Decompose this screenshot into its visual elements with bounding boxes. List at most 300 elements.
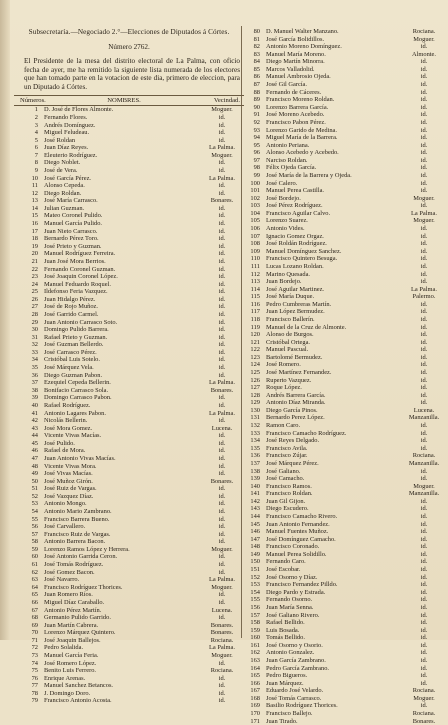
voter-residence: Bonares.: [210, 629, 234, 637]
voter-name: Félix Ojeda García.: [266, 164, 317, 172]
voter-name: José Mora Gomez.: [44, 424, 93, 432]
voter-name: Francisco Camacho Rodríguez.: [266, 429, 347, 437]
voter-residence: id.: [420, 338, 428, 346]
voter-name: Francisco Antonio Acosta.: [44, 697, 112, 705]
voter-name: Francisco Camacho Rivero.: [266, 513, 338, 520]
voter-number: 135: [250, 444, 260, 452]
voter-number: 17: [31, 227, 38, 235]
voter-name: José Muñoz Girón.: [44, 477, 93, 485]
voter-name: Diego García Pinos.: [266, 406, 318, 414]
voter-residence: La Palma.: [411, 285, 437, 293]
list-item: [242, 574, 444, 582]
voter-residence: id.: [420, 58, 428, 66]
voter-number: 51: [31, 485, 38, 493]
voter-number: 52: [31, 492, 38, 500]
voter-residence: id.: [420, 679, 428, 687]
list-item: [242, 392, 444, 400]
voter-residence: id.: [420, 535, 428, 543]
list-item: [242, 422, 444, 430]
voter-number: 122: [250, 346, 260, 354]
voter-name: Antonio Periana.: [266, 141, 310, 149]
list-item: [242, 248, 444, 256]
voter-residence: id.: [218, 159, 226, 167]
voter-number: 54: [31, 508, 38, 516]
voter-name: Lucas Lozano Roldan.: [266, 262, 324, 270]
voter-name: Roque López.: [266, 384, 302, 392]
voter-number: 139: [250, 475, 260, 483]
voter-residence: Moguer.: [211, 545, 233, 553]
list-item: [14, 243, 244, 251]
voter-number: 138: [250, 467, 260, 475]
list-item: [242, 490, 444, 498]
list-item: [242, 210, 444, 218]
voter-number: 69: [31, 621, 38, 629]
voter-residence: Moguer.: [413, 194, 435, 202]
voter-residence: id.: [218, 417, 226, 425]
list-item: [14, 485, 244, 493]
list-item: [242, 407, 444, 415]
voter-residence: id.: [218, 220, 226, 228]
voter-number: 4: [34, 129, 38, 137]
right-voter-list: [242, 28, 444, 725]
voter-number: 137: [250, 459, 260, 467]
voter-name: José Calero.: [266, 179, 298, 187]
voter-name: Juan Nieto Carrasco.: [44, 227, 98, 235]
voter-name: José María Carrasco.: [44, 197, 98, 205]
voter-residence: id.: [218, 204, 226, 212]
list-item: [14, 523, 244, 531]
voter-name: Ezequiel Cepeda Bellerin.: [44, 379, 111, 387]
voter-residence: id.: [420, 444, 428, 452]
voter-number: 164: [250, 664, 260, 672]
voter-name: Lorenzo Barrera García.: [266, 103, 329, 111]
voter-number: 168: [250, 694, 260, 702]
list-item: [14, 341, 244, 349]
voter-residence: id.: [420, 611, 428, 619]
voter-name: D. José de Flores Almonte.: [44, 106, 114, 114]
voter-name: José Osorno y Díaz.: [266, 573, 318, 581]
voter-residence: id.: [218, 250, 226, 258]
voter-residence: id.: [420, 323, 428, 331]
list-item: [242, 149, 444, 157]
list-item: [14, 349, 244, 357]
voter-residence: id.: [420, 558, 428, 566]
voter-name: Vicente Vivas Macías.: [44, 432, 102, 440]
voter-name: Vicente Vivas Mora.: [44, 462, 97, 470]
voter-residence: id.: [218, 591, 226, 599]
voter-residence: id.: [218, 364, 226, 372]
list-item: [14, 561, 244, 569]
voter-number: 13: [31, 197, 38, 205]
voter-residence: id.: [420, 65, 428, 73]
voter-name: Diego Pardo y Estrada.: [266, 588, 326, 596]
list-item: [242, 217, 444, 225]
voter-residence: id.: [218, 523, 226, 531]
voter-number: 72: [31, 644, 38, 652]
list-item: [14, 682, 244, 690]
voter-name: Manuel Rodríguez Ferreira.: [44, 250, 116, 258]
voter-name: Basilio Rodríguez Thorices.: [266, 702, 338, 710]
voter-name: Rafael Bellido.: [266, 619, 305, 627]
voter-residence: Bonares.: [210, 197, 234, 205]
voter-name: José Joaquin Ballejos.: [44, 636, 101, 644]
voter-residence: id.: [420, 573, 428, 581]
voter-number: 31: [31, 333, 38, 341]
list-item: [14, 553, 244, 561]
list-item: [242, 369, 444, 377]
list-item: [14, 311, 244, 319]
list-item: [242, 293, 444, 301]
voter-name: Diego Roldan.: [44, 189, 82, 197]
voter-residence: id.: [420, 520, 428, 528]
list-item: [242, 430, 444, 438]
voter-number: 1: [34, 106, 38, 114]
voter-number: 76: [31, 674, 38, 682]
voter-name: Francisco Aguilar Calvo.: [266, 209, 331, 217]
voter-residence: id.: [420, 634, 428, 642]
voter-name: José Galiano Rivero.: [266, 611, 320, 619]
voter-residence: Lucena.: [413, 406, 435, 414]
voter-residence: id.: [420, 232, 428, 240]
list-item: [14, 175, 244, 183]
voter-name: Juan Bordejo.: [266, 278, 302, 286]
voter-number: 115: [250, 293, 260, 301]
list-item: [14, 637, 244, 645]
voter-name: Marino Quesada.: [266, 270, 311, 278]
list-item: [242, 551, 444, 559]
voter-residence: id.: [218, 674, 226, 682]
voter-number: 39: [31, 394, 38, 402]
list-item: [242, 361, 444, 369]
list-item: [14, 432, 244, 440]
voter-residence: Moguer.: [211, 151, 233, 159]
voter-residence: id.: [420, 331, 428, 339]
list-item: [242, 445, 444, 453]
voter-number: 55: [31, 515, 38, 523]
voter-residence: id.: [218, 280, 226, 288]
list-item: [14, 182, 244, 190]
voter-number: 117: [250, 308, 260, 316]
voter-number: 118: [250, 315, 260, 323]
list-item: [14, 660, 244, 668]
voter-name: Antonio Díaz Miranda.: [266, 399, 326, 407]
voter-name: José Romero López.: [44, 659, 97, 667]
list-item: [14, 667, 244, 675]
voter-name: Antonio Pérez Martín.: [44, 606, 102, 614]
list-item: [242, 672, 444, 680]
voter-residence: id.: [218, 447, 226, 455]
voter-number: 95: [253, 141, 260, 149]
voter-name: Marcos Valladolid.: [266, 65, 315, 73]
voter-name: Diego Guzman Pabon.: [44, 371, 103, 379]
voter-residence: Bonares.: [210, 477, 234, 485]
voter-residence: id.: [218, 257, 226, 265]
voter-residence: id.: [420, 81, 428, 89]
voter-name: Juan Antonio Carrasco Soto.: [44, 318, 118, 326]
voter-number: 3: [34, 121, 38, 129]
voter-residence: id.: [420, 353, 428, 361]
voter-residence: id.: [420, 369, 428, 377]
list-item: [242, 346, 444, 354]
voter-number: 37: [31, 379, 38, 387]
voter-name: José Martínez Fernandez.: [266, 369, 332, 377]
voter-name: Eleuterio Rodríguez.: [44, 151, 98, 159]
voter-name: Domingo Pulido Barrera.: [44, 326, 109, 334]
voter-name: Juan María Senna.: [266, 603, 314, 611]
voter-residence: id.: [218, 454, 226, 462]
voter-name: José García Pérez.: [44, 174, 92, 182]
voter-name: Juan Martín Cabrera.: [44, 621, 99, 629]
voter-name: Manuel de la Cruz de Almonte.: [266, 323, 347, 331]
voter-number: 45: [31, 439, 38, 447]
header-names: NOMBRES.: [107, 97, 141, 105]
voter-name: Manuel Fuentes Muñoz.: [266, 528, 329, 536]
voter-name: José Márquez Pérez.: [266, 459, 319, 467]
voter-name: Manuel Pascual.: [266, 346, 309, 354]
voter-residence: id.: [420, 475, 428, 483]
list-item: [242, 619, 444, 627]
voter-name: José Márquez Vela.: [44, 364, 94, 372]
list-item: [242, 134, 444, 142]
voter-residence: id.: [420, 505, 428, 513]
list-item: [242, 384, 444, 392]
section-heading: Subsecretaría.—Negociado 2.°—Elecciones de Diputados á Córtes.: [28, 28, 230, 36]
list-item: [14, 356, 244, 364]
voter-name: Juan Tirado.: [266, 717, 298, 725]
list-item: [242, 316, 444, 324]
voter-number: 44: [31, 432, 38, 440]
list-item: [14, 152, 244, 160]
voter-name: Benito Luis Ferrero.: [44, 667, 97, 675]
voter-number: 111: [250, 262, 260, 270]
voter-name: Francisco Ballejo.: [266, 710, 313, 718]
voter-residence: id.: [420, 134, 428, 142]
list-item: [14, 220, 244, 228]
voter-number: 2: [34, 113, 38, 121]
voter-residence: id.: [420, 581, 428, 589]
voter-name: Fernando Coronel Guzman.: [44, 265, 116, 273]
voter-residence: id.: [420, 156, 428, 164]
voter-residence: id.: [218, 212, 226, 220]
voter-residence: id.: [218, 500, 226, 508]
voter-name: Cristóbal Luis Sotelo.: [44, 356, 100, 364]
voter-name: Manuel Feduardo Roquel.: [44, 280, 111, 288]
header-residence: Vecindad.: [213, 97, 240, 105]
voter-name: José Pérez Rodríguez.: [266, 202, 323, 210]
list-item: [14, 144, 244, 152]
voter-name: Manuel Perea Solidillo.: [266, 550, 327, 558]
voter-name: Juan Márquez.: [266, 679, 304, 687]
voter-name: Andrés Domínguez.: [44, 121, 96, 129]
voter-number: 159: [250, 626, 260, 634]
voter-name: Diego Escudero.: [266, 505, 309, 513]
voter-residence: id.: [420, 399, 428, 407]
voter-residence: id.: [420, 649, 428, 657]
list-item: [242, 468, 444, 476]
voter-residence: La Palma.: [209, 379, 235, 387]
voter-name: Andrés Barrera García.: [266, 391, 326, 399]
voter-number: 35: [31, 364, 38, 372]
voter-name: Diego Martín Minorra.: [266, 58, 325, 66]
voter-number: 119: [250, 323, 260, 331]
voter-number: 141: [250, 490, 260, 498]
voter-residence: id.: [420, 619, 428, 627]
voter-number: 10: [31, 174, 38, 182]
voter-residence: id.: [420, 391, 428, 399]
voter-residence: id.: [218, 561, 226, 569]
list-item: [14, 463, 244, 471]
voter-residence: id.: [218, 333, 226, 341]
list-item: [14, 197, 244, 205]
voter-name: Juan Antonio Vivas Macías.: [44, 454, 116, 462]
voter-number: 12: [31, 189, 38, 197]
voter-number: 81: [253, 35, 260, 43]
voter-residence: id.: [218, 538, 226, 546]
voter-residence: Moguer.: [211, 652, 233, 659]
voter-name: Ruperto Vazquez.: [266, 376, 312, 384]
list-item: [242, 634, 444, 642]
list-item: [14, 379, 244, 387]
voter-name: José Prieto y Guzman.: [44, 242, 102, 250]
voter-residence: id.: [218, 530, 226, 538]
voter-number: 22: [31, 265, 38, 273]
list-item: [14, 394, 244, 402]
list-item: [14, 334, 244, 342]
voter-number: 121: [250, 338, 260, 346]
voter-residence: id.: [420, 528, 428, 536]
voter-name: Juan Díaz Reyes.: [44, 144, 89, 152]
voter-residence: id.: [218, 508, 226, 516]
left-column: [14, 28, 244, 705]
document-number: Número 2762.: [108, 43, 150, 51]
voter-name: Bonifacio Carrasco Sola.: [44, 386, 109, 394]
voter-name: José Galiano.: [266, 467, 301, 475]
list-item: [242, 202, 444, 210]
voter-residence: id.: [218, 485, 226, 493]
voter-residence: id.: [420, 497, 428, 505]
voter-name: Tomás Bellido.: [266, 634, 305, 642]
voter-number: 91: [253, 111, 260, 119]
voter-number: 143: [250, 505, 260, 513]
voter-name: Miguel Díaz Caraballo.: [44, 598, 105, 606]
voter-number: 166: [250, 679, 260, 687]
voter-residence: id.: [420, 361, 428, 369]
voter-name: Ignacio Gomez Orgaz.: [266, 232, 324, 240]
voter-number: 27: [31, 303, 38, 311]
list-item: [14, 531, 244, 539]
voter-number: 40: [31, 401, 38, 409]
voter-number: 29: [31, 318, 38, 326]
voter-number: 61: [31, 561, 38, 569]
voter-number: 165: [250, 672, 260, 680]
voter-name: Alonso Cepeda.: [44, 182, 85, 190]
list-item: [242, 414, 444, 422]
list-item: [14, 455, 244, 463]
voter-number: 43: [31, 424, 38, 432]
voter-number: 21: [31, 257, 38, 265]
voter-number: 147: [250, 535, 260, 543]
voter-number: 148: [250, 543, 260, 551]
voter-residence: id.: [420, 88, 428, 96]
voter-number: 128: [250, 391, 260, 399]
voter-number: 11: [31, 182, 38, 190]
voter-residence: id.: [218, 432, 226, 440]
voter-name: Fernando Caro.: [266, 558, 306, 566]
list-item: [14, 167, 244, 175]
voter-name: José Gomez Bacon.: [44, 568, 95, 576]
list-item: [242, 702, 444, 710]
voter-residence: id.: [218, 288, 226, 296]
voter-residence: Rociana.: [210, 636, 234, 644]
voter-residence: La Palma.: [209, 144, 235, 152]
list-item: [14, 387, 244, 395]
voter-number: 133: [250, 429, 260, 437]
voter-name: José de Vera.: [44, 167, 78, 174]
list-item: [242, 642, 444, 650]
list-item: [14, 591, 244, 599]
voter-residence: id.: [420, 73, 428, 81]
voter-name: José Carrasco Pérez.: [44, 348, 97, 356]
list-item: [242, 278, 444, 286]
voter-number: 62: [31, 568, 38, 576]
voter-number: 156: [250, 603, 260, 611]
voter-residence: Rociana.: [412, 710, 436, 718]
voter-name: Diego Noblet.: [44, 159, 81, 167]
voter-number: 98: [253, 164, 260, 172]
voter-name: Manuel Domínguez Sanchez.: [266, 247, 342, 255]
list-item: [242, 665, 444, 673]
voter-name: Luis Bosada.: [266, 626, 300, 634]
list-item: [14, 205, 244, 213]
list-item: [242, 483, 444, 491]
voter-name: Narciso Roldan.: [266, 156, 308, 164]
voter-name: Lorenzo Suarez.: [266, 217, 308, 225]
list-item: [14, 493, 244, 501]
voter-residence: Moguer.: [413, 217, 435, 225]
voter-name: Bernardo Perez López.: [266, 414, 325, 422]
voter-residence: id.: [420, 376, 428, 384]
voter-name: José Moreno Acebedo.: [266, 111, 325, 119]
voter-residence: id.: [420, 255, 428, 263]
voter-residence: id.: [420, 149, 428, 157]
voter-name: Nicolás Bellerin.: [44, 417, 88, 425]
voter-name: Pedro Bigueros.: [266, 672, 308, 680]
voter-number: 63: [31, 576, 38, 584]
voter-name: Lorenzo Ramos López y Herrera.: [44, 545, 130, 553]
list-item: [242, 521, 444, 529]
voter-residence: id.: [420, 550, 428, 558]
voter-residence: id.: [420, 141, 428, 149]
voter-name: Alonso Acebedo y Acebedo.: [266, 149, 339, 157]
voter-residence: id.: [218, 356, 226, 364]
list-item: [242, 604, 444, 612]
voter-residence: id.: [218, 326, 226, 334]
voter-number: 92: [253, 118, 260, 126]
list-item: [242, 96, 444, 104]
voter-name: Francisco Moreno Roldan.: [266, 96, 335, 104]
voter-residence: id.: [218, 121, 226, 129]
voter-number: 68: [31, 614, 38, 622]
list-item: [14, 546, 244, 554]
voter-number: 53: [31, 500, 38, 508]
list-item: [242, 28, 444, 36]
voter-residence: id.: [218, 189, 226, 197]
list-item: [242, 36, 444, 44]
voter-name: José Vivas Macías.: [44, 470, 93, 478]
voter-residence: Palermo.: [412, 293, 436, 301]
voter-number: 114: [250, 285, 260, 293]
voter-number: 5: [34, 136, 38, 144]
